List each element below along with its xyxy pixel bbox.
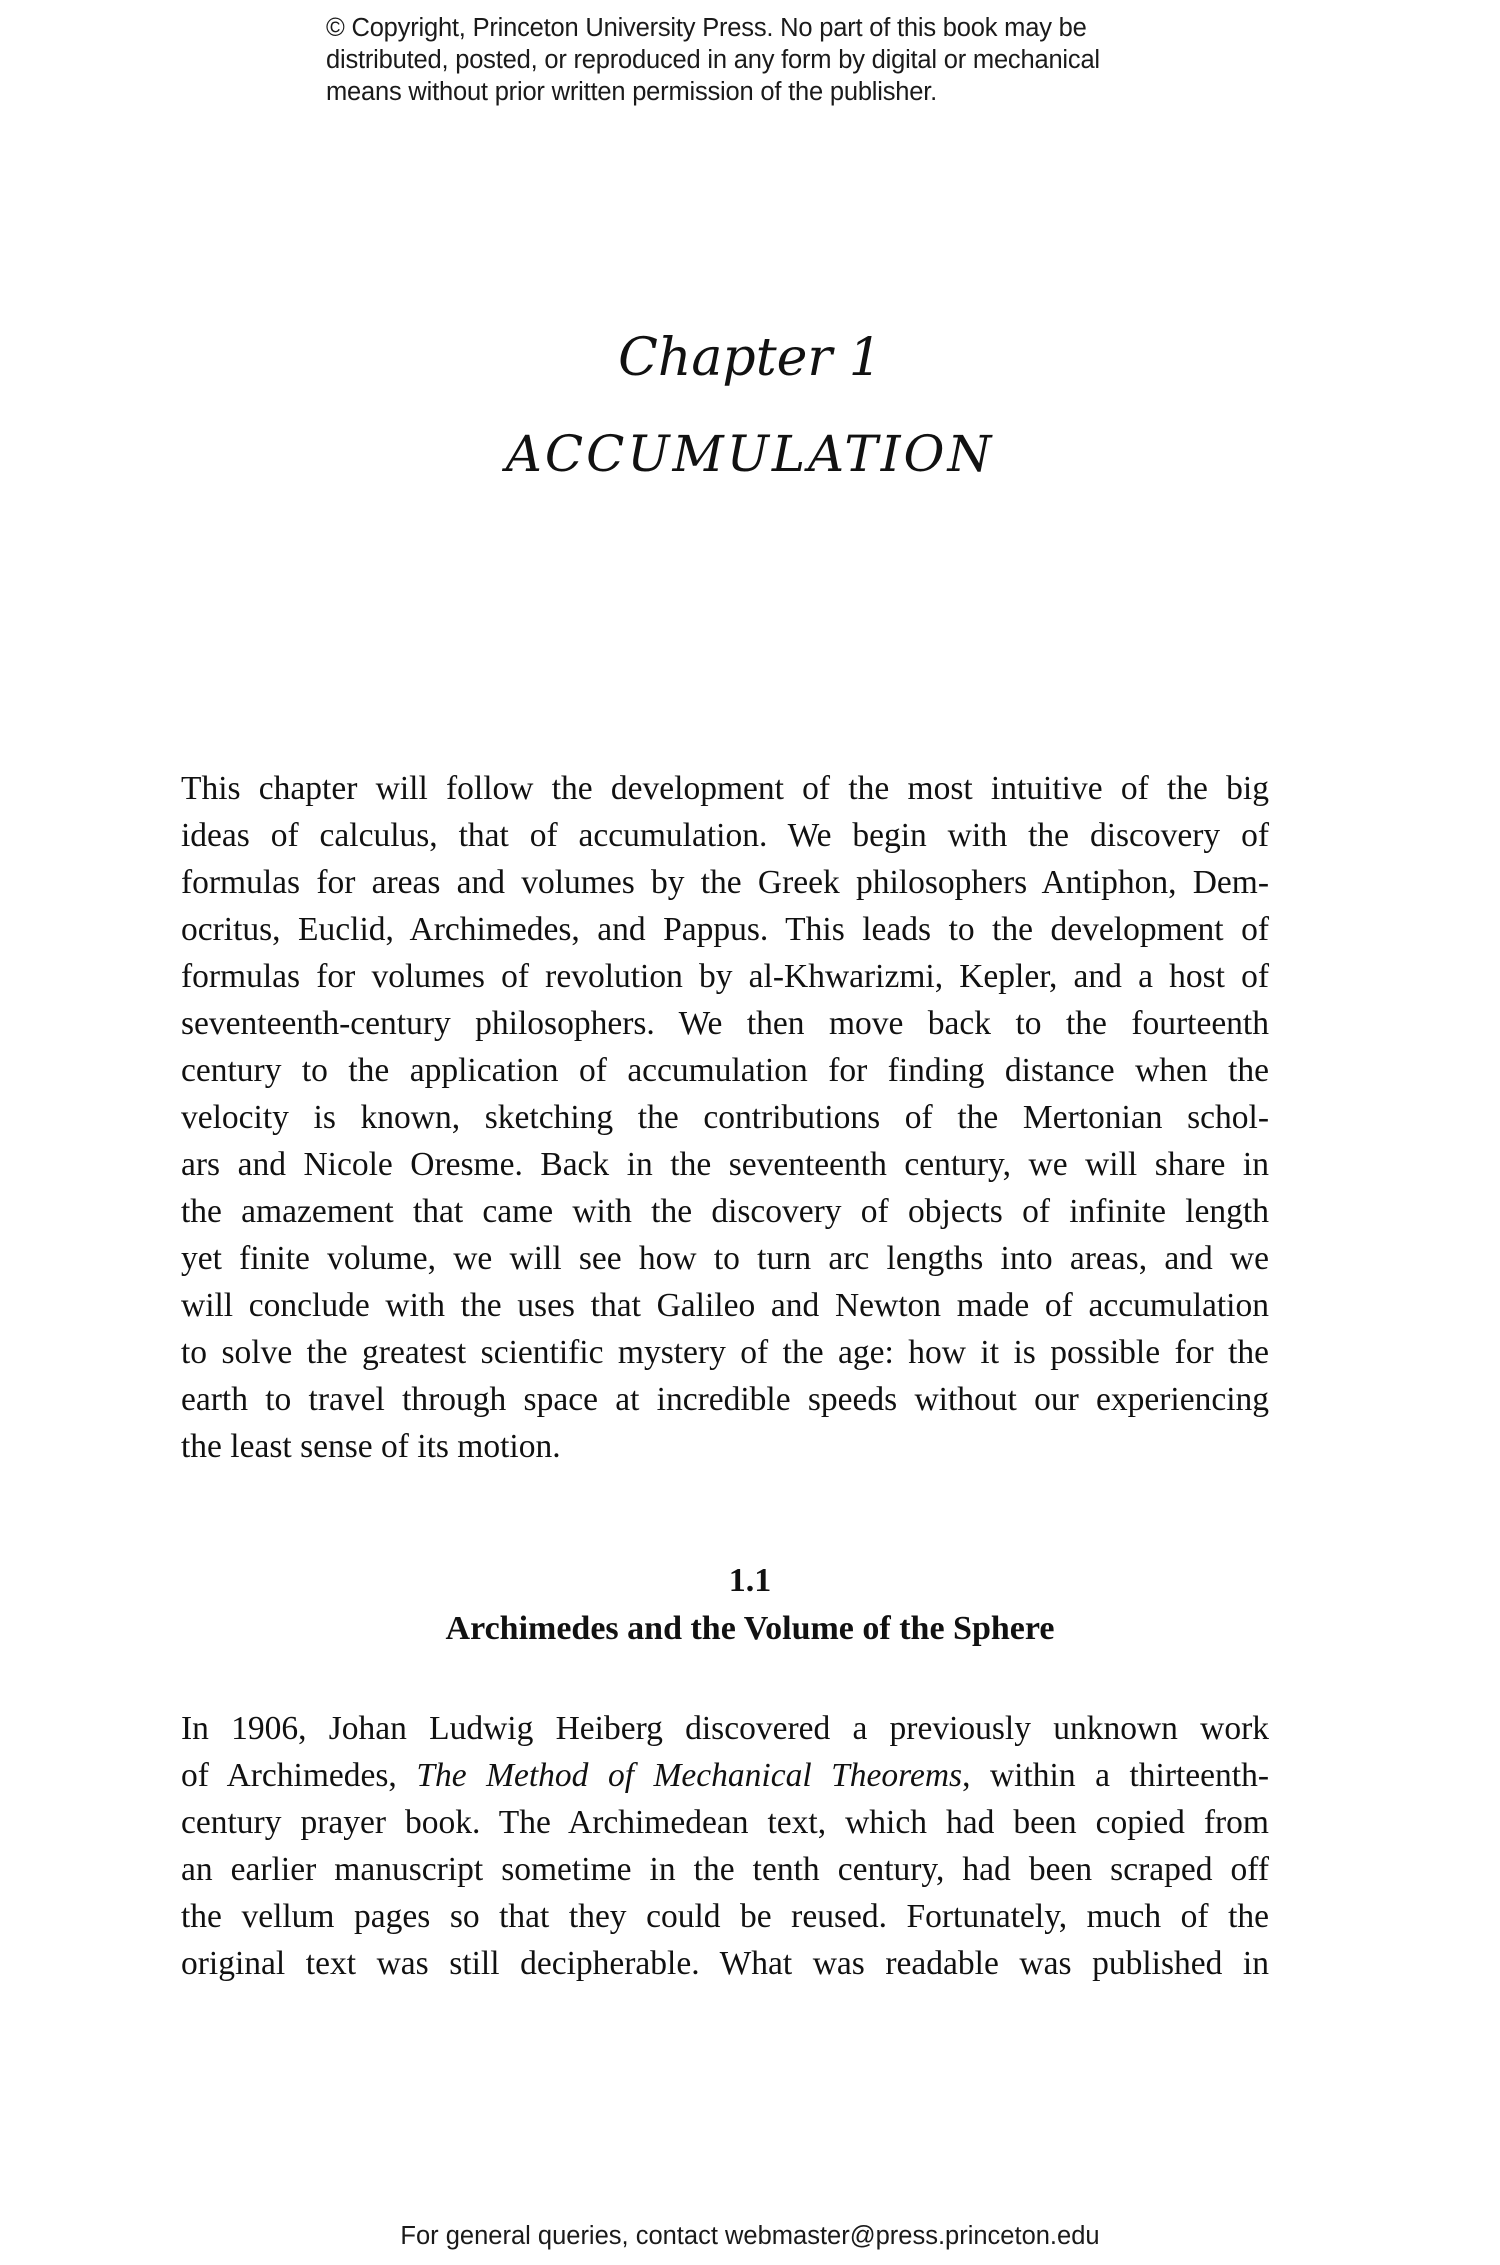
paragraph-line: century to the application of accumulation for finding distance when the: [181, 1052, 1269, 1089]
copyright-notice: [326, 12, 1226, 108]
paragraph-line: original text was still decipherable. What was readable was published in: [181, 1945, 1269, 1982]
paragraph-line: will conclude with the uses that Galileo and Newton made of accumulation: [181, 1287, 1269, 1324]
book-title: The Method of Mechanical Theorems: [416, 1757, 963, 1794]
paragraph-line: to solve the greatest scientific mystery of the age: how it is possible for the: [181, 1334, 1269, 1371]
copyright-line: distributed, posted, or reproduced in any form by digital or mechanical: [326, 46, 1100, 74]
paragraph-line: In 1906, Johan Ludwig Heiberg discovered a previously unknown work: [181, 1710, 1269, 1747]
text-run: of Archimedes,: [181, 1757, 417, 1794]
paragraph-line: earth to travel through space at incredible speeds without our experiencing: [181, 1381, 1269, 1418]
section-paragraph: [181, 1705, 1269, 1987]
paragraph-line: velocity is known, sketching the contributions of the Mertonian schol-: [181, 1099, 1269, 1136]
paragraph-line: yet finite volume, we will see how to turn arc lengths into areas, and we: [181, 1240, 1269, 1277]
footer-contact: For general queries, contact webmaster@press.princeton.edu: [400, 2222, 1100, 2250]
chapter-title: ACCUMULATION: [505, 425, 995, 483]
paragraph-line: [181, 1752, 1269, 1799]
paragraph-line: ocritus, Euclid, Archimedes, and Pappus. This leads to the development of: [181, 911, 1269, 948]
copyright-line: © Copyright, Princeton University Press. No part of this book may be: [326, 14, 1087, 42]
paragraph-line: century prayer book. The Archimedean text, which had been copied from: [181, 1804, 1269, 1841]
paragraph-line: ideas of calculus, that of accumulation. We begin with the discovery of: [181, 817, 1269, 854]
paragraph-line: seventeenth-century philosophers. We then move back to the fourteenth: [181, 1005, 1269, 1042]
paragraph-line: formulas for areas and volumes by the Greek philosophers Antiphon, Dem-: [181, 864, 1269, 901]
paragraph-line: an earlier manuscript sometime in the tenth century, had been scraped off: [181, 1851, 1269, 1888]
paragraph-line: formulas for volumes of revolution by al-Khwarizmi, Kepler, and a host of: [181, 958, 1269, 995]
paragraph-line: the least sense of its motion.: [181, 1428, 561, 1465]
section-title: Archimedes and the Volume of the Sphere: [445, 1610, 1055, 1647]
paragraph-line: This chapter will follow the development of the most intuitive of the big: [181, 770, 1269, 807]
text-run: , within a thirteenth-: [962, 1757, 1269, 1794]
section-number: 1.1: [728, 1562, 772, 1599]
paragraph-line: the amazement that came with the discovery of objects of infinite length: [181, 1193, 1269, 1230]
copyright-line: means without prior written permission of the publisher.: [326, 78, 938, 106]
chapter-label: Chapter 1: [618, 328, 882, 388]
intro-paragraph: [181, 765, 1269, 1470]
paragraph-line: ars and Nicole Oresme. Back in the seventeenth century, we will share in: [181, 1146, 1269, 1183]
paragraph-line: the vellum pages so that they could be reused. Fortunately, much of the: [181, 1898, 1269, 1935]
